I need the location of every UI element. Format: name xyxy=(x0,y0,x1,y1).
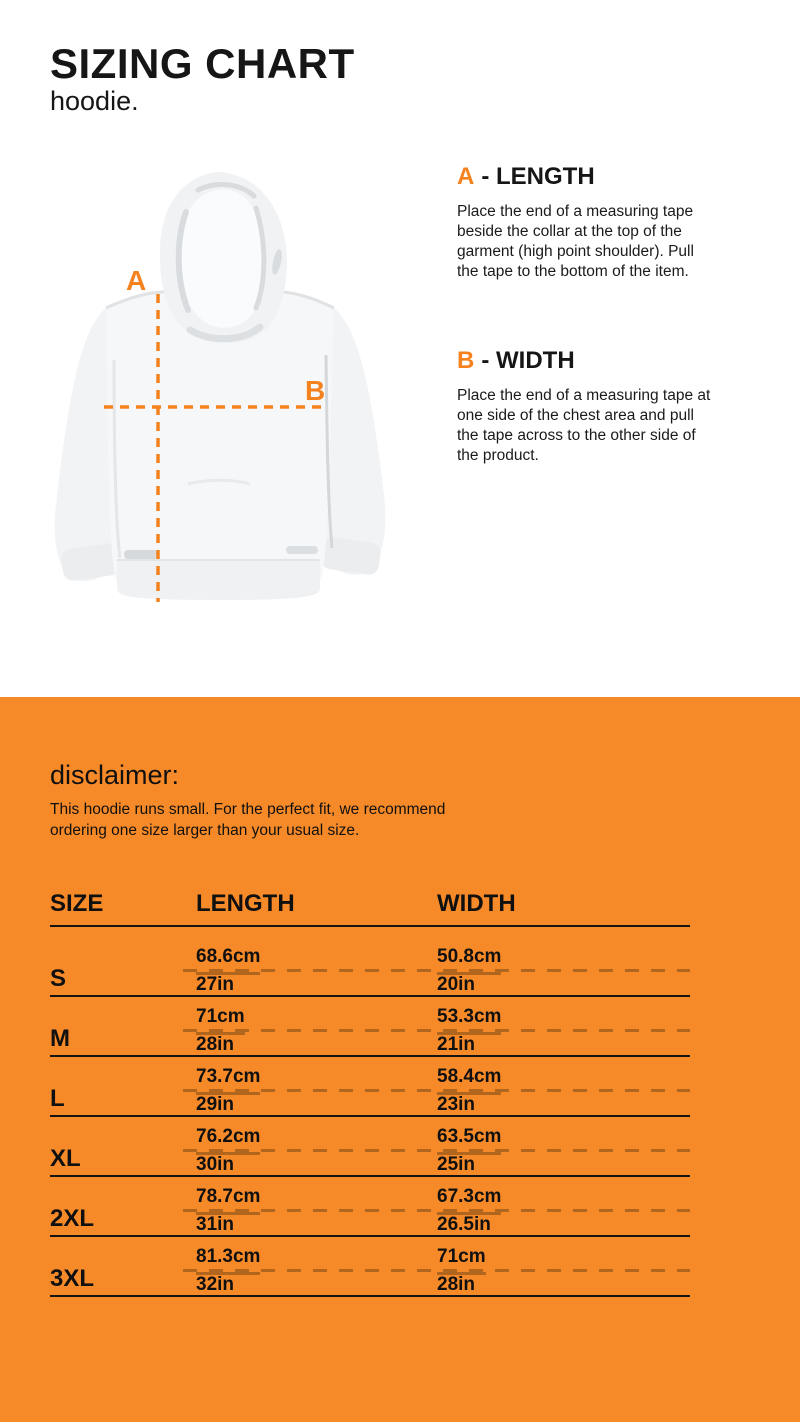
size-label: S xyxy=(50,965,67,992)
size-label: 2XL xyxy=(50,1205,95,1232)
length-cm-value: 78.7cm xyxy=(196,1185,260,1215)
page-subtitle: hoodie. xyxy=(50,86,139,116)
length-in: 29in xyxy=(196,1094,235,1115)
width-in: 28in xyxy=(437,1274,476,1295)
table-row-m xyxy=(50,997,690,1057)
instruction-length xyxy=(457,163,719,282)
width-cm-value: 58.4cm xyxy=(437,1065,501,1095)
length-cm xyxy=(196,1185,260,1209)
instruction-length-body: Place the end of a measuring tape beside the collar at the top of the garment (high point shoulder). Pull the tape to the bottom of the item. xyxy=(457,203,694,280)
instruction-title-length: - LENGTH xyxy=(481,163,595,190)
instruction-letter-a: A xyxy=(457,163,475,190)
length-cm xyxy=(196,945,260,969)
hem-shadow-left xyxy=(124,550,158,559)
disclaimer-heading: disclaimer: xyxy=(50,760,180,790)
hood-opening xyxy=(178,189,265,328)
instruction-length-heading xyxy=(457,163,719,191)
column-header-length: LENGTH xyxy=(196,890,295,917)
instruction-width xyxy=(457,347,719,466)
width-cm-value: 63.5cm xyxy=(437,1125,501,1155)
instruction-letter-b: B xyxy=(457,347,475,374)
width-cm xyxy=(437,1125,501,1149)
length-in: 27in xyxy=(196,974,235,995)
hoodie-figure xyxy=(40,150,440,610)
column-header-width: WIDTH xyxy=(437,890,516,917)
length-cm-value: 73.7cm xyxy=(196,1065,260,1095)
table-row-s xyxy=(50,937,690,997)
size-label: L xyxy=(50,1085,65,1112)
length-cm xyxy=(196,1245,260,1269)
width-in: 25in xyxy=(437,1154,476,1175)
width-cm xyxy=(437,1185,501,1209)
length-in: 28in xyxy=(196,1034,235,1055)
length-cm-value: 68.6cm xyxy=(196,945,260,975)
width-cm-value: 50.8cm xyxy=(437,945,501,975)
length-cm xyxy=(196,1065,260,1089)
width-in: 26.5in xyxy=(437,1214,491,1235)
disclaimer-text: This hoodie runs small. For the perfect fit, we recommend ordering one size larger than your usual size. xyxy=(50,801,446,839)
length-in: 31in xyxy=(196,1214,235,1235)
width-in: 20in xyxy=(437,974,476,995)
length-cm-value: 81.3cm xyxy=(196,1245,260,1275)
column-header-size: SIZE xyxy=(50,890,104,917)
measure-label-b: B xyxy=(305,375,326,406)
length-cm-value: 76.2cm xyxy=(196,1125,260,1155)
size-label: M xyxy=(50,1025,70,1052)
hoodie-illustration xyxy=(40,150,440,610)
instruction-width-body: Place the end of a measuring tape at one side of the chest area and pull the tape across to the other side of the product. xyxy=(457,387,711,464)
measure-label-a: A xyxy=(126,265,147,296)
length-cm-value: 71cm xyxy=(196,1005,245,1035)
size-label: 3XL xyxy=(50,1265,95,1292)
width-in: 21in xyxy=(437,1034,476,1055)
hoodie-hem-band xyxy=(117,560,320,600)
table-row-xl xyxy=(50,1117,690,1177)
width-cm xyxy=(437,1005,501,1029)
length-cm xyxy=(196,1005,245,1029)
width-cm xyxy=(437,1065,501,1089)
instruction-title-width: - WIDTH xyxy=(481,347,575,374)
length-in: 30in xyxy=(196,1154,235,1175)
page-title: SIZING CHART xyxy=(50,40,355,87)
orange-panel xyxy=(0,697,800,1422)
size-label: XL xyxy=(50,1145,81,1172)
width-cm-value: 53.3cm xyxy=(437,1005,501,1035)
hem-shadow-right xyxy=(286,546,318,554)
instruction-width-heading xyxy=(457,347,719,375)
width-cm-value: 67.3cm xyxy=(437,1185,501,1215)
length-cm xyxy=(196,1125,260,1149)
width-in: 23in xyxy=(437,1094,476,1115)
table-header-gap xyxy=(50,927,690,937)
width-cm-value: 71cm xyxy=(437,1245,486,1275)
length-in: 32in xyxy=(196,1274,235,1295)
width-cm xyxy=(437,1245,486,1269)
size-table-header xyxy=(50,890,690,927)
width-cm xyxy=(437,945,501,969)
size-table xyxy=(50,890,690,1297)
table-row-2xl xyxy=(50,1177,690,1237)
table-row-l xyxy=(50,1057,690,1117)
table-row-3xl xyxy=(50,1237,690,1297)
